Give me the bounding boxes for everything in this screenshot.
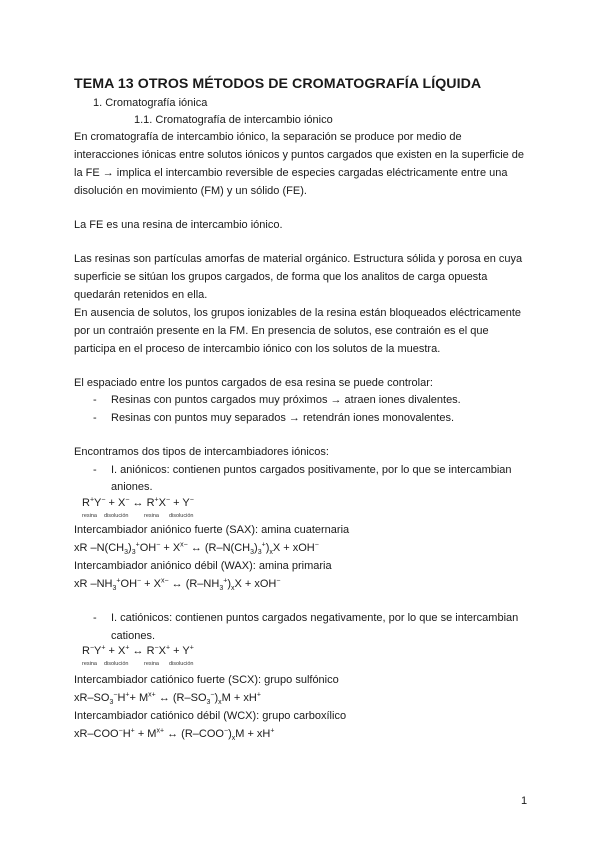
bullet-dash: - bbox=[93, 464, 97, 476]
cationic-bullet-line2: cationes. bbox=[111, 630, 156, 642]
bullet-dash: - bbox=[93, 394, 97, 406]
anionic-bullet-line2: aniones. bbox=[111, 481, 153, 493]
wax-label: Intercambiador aniónico débil (WAX): amina primaria bbox=[74, 560, 332, 572]
phase-label: disolución bbox=[104, 513, 129, 519]
page-title: TEMA 13 OTROS MÉTODOS DE CROMATOGRAFÍA LÍQUIDA bbox=[74, 76, 482, 92]
para3-line: En ausencia de solutos, los grupos ionizables de la resina están bloqueados eléctricamente bbox=[74, 307, 522, 319]
para1-line: la FE → implica el intercambio reversible de especies cargadas eléctricamente entre una bbox=[74, 167, 508, 179]
sax-label: Intercambiador aniónico fuerte (SAX): amina cuaternaria bbox=[74, 524, 350, 536]
cationic-equation: R−Y+ + X+ ↔ R−X+ + Y+ bbox=[82, 644, 194, 657]
para5: Encontramos dos tipos de intercambiadores iónicos: bbox=[74, 446, 329, 458]
para3-line: superficie se sitúan los grupos cargados, de forma que los analitos de carga opuesta bbox=[74, 271, 488, 283]
section-heading-1-1: 1.1. Cromatografía de intercambio iónico bbox=[134, 114, 333, 126]
bullet-dash: - bbox=[93, 412, 97, 424]
phase-label: resina bbox=[144, 661, 159, 667]
sax-equation: xR $-N(CH_3)_3^+OH^- + X^{x-}$ ↔ $(R-N(CH_3)_3^+)_xX + xOH^-$ bbox=[74, 541, 319, 557]
phase-label: disolución bbox=[169, 513, 194, 519]
scx-equation: $xR-SO_3^-H^++ M^{x+}$ ↔ $(R-SO_3^-)_xM + xH^+$ bbox=[74, 691, 261, 707]
wcx-label: Intercambiador catiónico débil (WCX): grupo carboxílico bbox=[74, 710, 347, 722]
anionic-equation: R+Y− + X− ↔ R+X− + Y− bbox=[82, 496, 194, 509]
phase-label: resina bbox=[82, 661, 97, 667]
anionic-bullet-line1: I. aniónicos: contienen puntos cargados positivamente, por lo que se intercambian bbox=[111, 464, 512, 476]
phase-label: resina bbox=[144, 513, 159, 519]
para3-line: quedarán retenidos en ella. bbox=[74, 289, 208, 301]
bullet-item: Resinas con puntos cargados muy próximos → atraen iones divalentes. bbox=[111, 394, 461, 406]
cationic-bullet-line1: I. catiónicos: contienen puntos cargados negativamente, por lo que se intercambian bbox=[111, 612, 519, 624]
para1-line: En cromatografía de intercambio iónico, la separación se produce por medio de bbox=[74, 131, 462, 143]
para4: El espaciado entre los puntos cargados de esa resina se puede controlar: bbox=[74, 377, 433, 389]
para1-line: interacciones iónicas entre solutos iónicos y puntos cargados que existen en la superficie de bbox=[74, 149, 525, 161]
wax-equation: xR $-NH_3^+OH^- + X^{x-}$ ↔ $(R-NH_3^+)_xX + xOH^-$ bbox=[74, 577, 281, 593]
para3-line: Las resinas son partículas amorfas de material orgánico. Estructura sólida y porosa en cuya bbox=[74, 253, 523, 265]
phase-label: resina bbox=[82, 513, 97, 519]
para2: La FE es una resina de intercambio iónico. bbox=[74, 219, 283, 231]
scx-label: Intercambiador catiónico fuerte (SCX): grupo sulfónico bbox=[74, 674, 339, 686]
wcx-equation: $xR-COO^-H^+ + M^{x+}$ ↔ $(R-COO^-)_xM + xH^+$ bbox=[74, 727, 275, 743]
page-number: 1 bbox=[521, 795, 528, 807]
para3-line: participa en el proceso de intercambio iónico con los solutos de la muestra. bbox=[74, 343, 441, 355]
section-heading-1: 1. Cromatografía iónica bbox=[93, 97, 208, 109]
bullet-dash: - bbox=[93, 612, 97, 624]
para3-line: por un contraión presente en la FM. En presencia de solutos, ese contraión es el que bbox=[74, 325, 489, 337]
phase-label: disolución bbox=[104, 661, 129, 667]
phase-label: disolución bbox=[169, 661, 194, 667]
bullet-item: Resinas con puntos muy separados → retendrán iones monovalentes. bbox=[111, 412, 455, 424]
para1-line: disolución en movimiento (FM) y un sólido (FE). bbox=[74, 185, 307, 197]
